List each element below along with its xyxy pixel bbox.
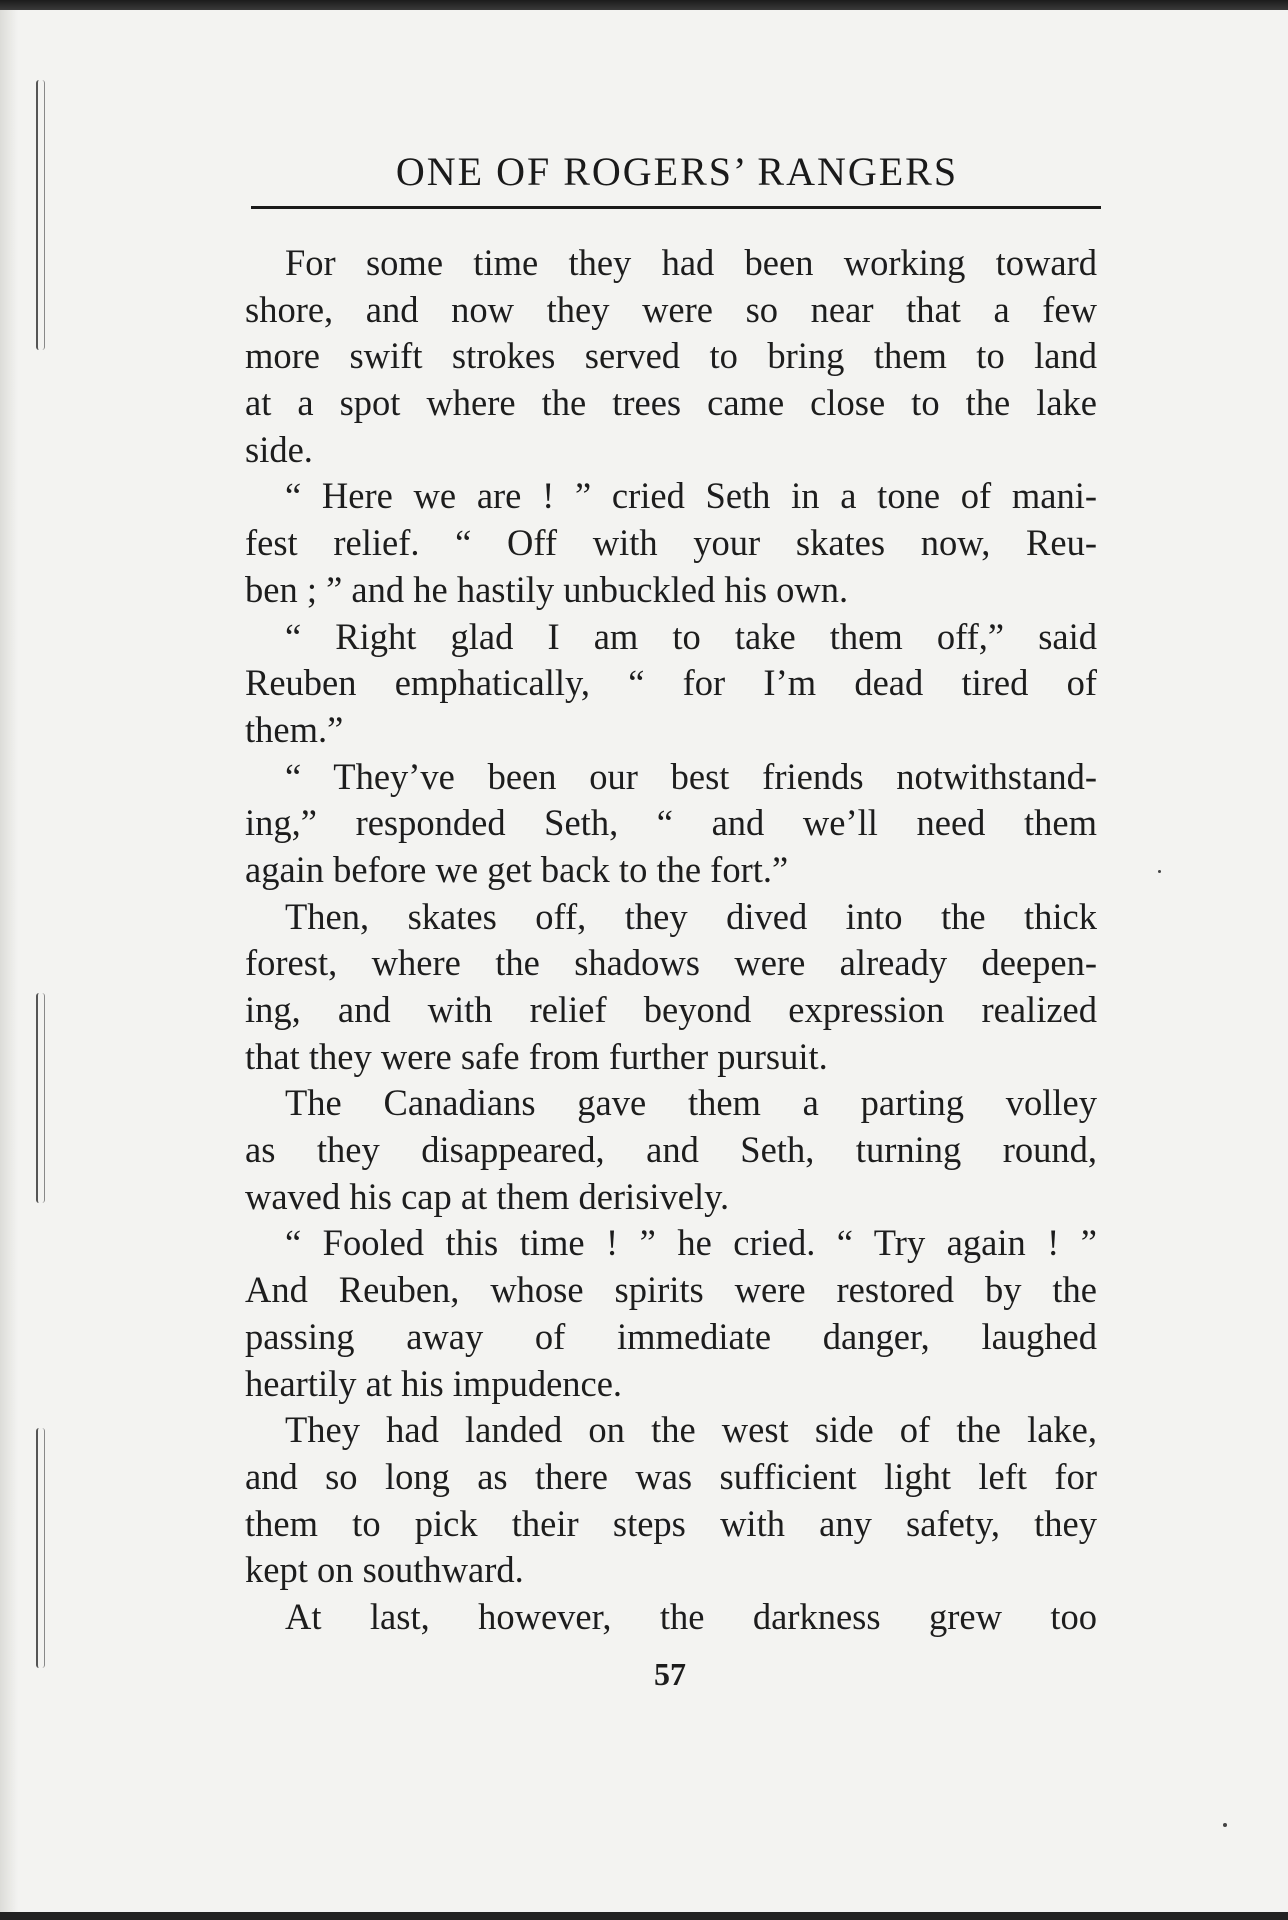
text-line: “ Fooled this time ! ” he cried. “ Try again ! ” bbox=[285, 1222, 1097, 1264]
book-page bbox=[0, 8, 1288, 1912]
text-line: side. bbox=[245, 428, 313, 470]
binding-mark bbox=[36, 1428, 45, 1668]
text-line: them.” bbox=[245, 708, 344, 750]
text-line: as they disappeared, and Seth, turning round, bbox=[245, 1129, 1097, 1171]
text-line: Then, skates off, they dived into the thick bbox=[285, 895, 1097, 937]
text-line: And Reuben, whose spirits were restored by the bbox=[245, 1269, 1097, 1311]
text-line: fest relief. “ Off with your skates now, Reu- bbox=[245, 522, 1097, 564]
running-head: ONE OF ROGERS’ RANGERS bbox=[395, 149, 959, 194]
text-line: For some time they had been working toward bbox=[285, 242, 1097, 283]
binding-mark bbox=[36, 993, 45, 1203]
scan-bottom-edge bbox=[0, 1912, 1288, 1920]
body-text bbox=[245, 240, 1097, 1641]
text-line: “ Here we are ! ” cried Seth in a tone of mani- bbox=[285, 475, 1097, 517]
text-line: them to pick their steps with any safety, they bbox=[245, 1502, 1097, 1544]
text-line: At last, however, the darkness grew too bbox=[285, 1595, 1097, 1637]
page-speck bbox=[1158, 870, 1161, 873]
text-line: and so long as there was sufficient light left for bbox=[245, 1455, 1097, 1497]
text-line: forest, where the shadows were already deepen- bbox=[245, 942, 1097, 984]
text-line: They had landed on the west side of the lake, bbox=[285, 1409, 1097, 1451]
text-line: ing, and with relief beyond expression realized bbox=[245, 989, 1097, 1030]
page-number: 57 bbox=[654, 1656, 686, 1692]
page-gutter bbox=[0, 8, 18, 1912]
text-line: “ Right glad I am to take them off,” said bbox=[285, 615, 1097, 657]
text-line: ben ; ” and he hastily unbuckled his own. bbox=[245, 568, 849, 610]
text-line: heartily at his impudence. bbox=[245, 1362, 623, 1404]
text-line: kept on southward. bbox=[245, 1549, 524, 1591]
binding-mark bbox=[36, 80, 45, 350]
text-line: Reuben emphatically, “ for I’m dead tired of bbox=[245, 662, 1097, 704]
page-speck bbox=[1223, 1823, 1227, 1827]
header-rule bbox=[251, 206, 1101, 209]
text-line: passing away of immediate danger, laughed bbox=[245, 1315, 1097, 1357]
text-line: “ They’ve been our best friends notwithstand- bbox=[285, 755, 1097, 797]
text-line: waved his cap at them derisively. bbox=[245, 1175, 730, 1217]
scan-top-edge bbox=[0, 0, 1288, 10]
text-line: The Canadians gave them a parting volley bbox=[285, 1082, 1097, 1124]
text-line: at a spot where the trees came close to the lake bbox=[245, 382, 1097, 424]
text-line: ing,” responded Seth, “ and we’ll need them bbox=[245, 802, 1097, 844]
text-line: more swift strokes served to bring them to land bbox=[245, 335, 1097, 377]
text-line: that they were safe from further pursuit. bbox=[245, 1035, 828, 1077]
text-line: shore, and now they were so near that a few bbox=[245, 288, 1097, 330]
text-line: again before we get back to the fort.” bbox=[245, 848, 789, 890]
